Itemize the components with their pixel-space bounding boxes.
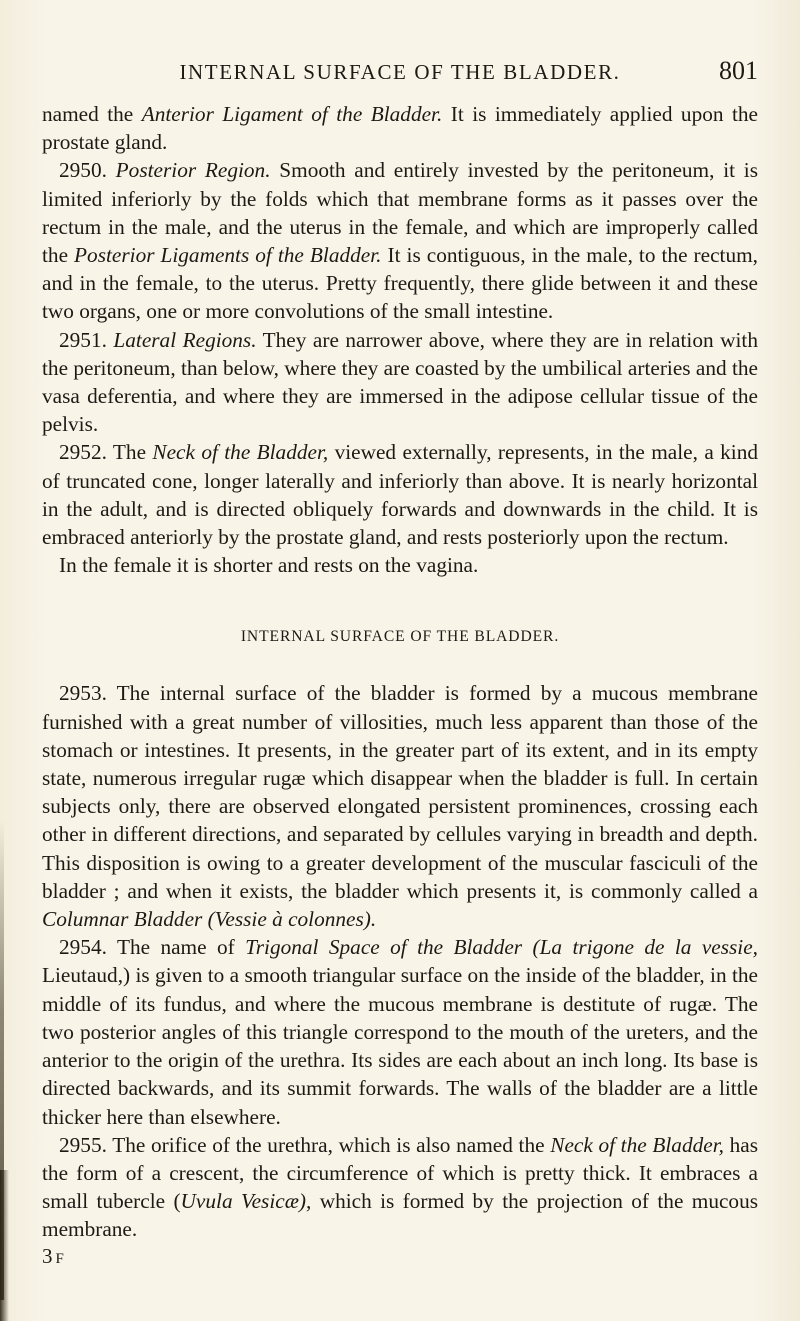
text: has the form of a crescent, the circumference of which is pretty thick. It embraces a small tubercle ( <box>42 1132 759 1214</box>
italic-term: Neck of the Bladder, <box>152 440 329 465</box>
text: It is contiguous, in the male, to the rectum, and in the female, to the uterus. Pretty frequently, there glide between it and these two organs, one or more convolutions of the small intestine. <box>42 243 758 324</box>
page-header <box>0 50 800 90</box>
italic-term: Neck of the Bladder, <box>550 1132 724 1157</box>
text: Lieutaud,) is given to a smooth triangular surface on the inside of the bladder, in the middle of its fundus, and where the mucous membrane is destitute of rugæ. The two posterior angles of this triangle correspond to the mouth of the ureters, and the anterior to the origin of the urethra. Its sides are each about an inch long. Its base is directed backwards, and its summit forwards. The walls of the bladder are a little thicker here than elsewhere. <box>42 963 758 1129</box>
text: They are narrower above, where they are in relation with the peritoneum, than below, where they are coasted by the umbilical arteries and the vasa deferentia, and where they are immersed in the adipose cellular tissue of the pelvis. <box>42 327 758 437</box>
paragraph-number: 2950. <box>59 158 116 183</box>
page-body <box>42 100 758 1271</box>
italic-term: Uvula Vesicæ), <box>180 1189 312 1214</box>
text: The <box>112 440 153 465</box>
italic-term: Posterior Ligaments of the Bladder. <box>74 243 382 268</box>
paragraph-2954 <box>42 933 758 1130</box>
paragraph-continued <box>42 100 758 156</box>
paragraph-2953 <box>42 679 758 933</box>
text: Smooth and entirely invested by the peritoneum, it is limited inferiorly by the folds which that membrane forms as it passes over the rectum in the male, and the uterus in the female, and which are improperly called the <box>42 158 758 268</box>
text: viewed externally, represents, in the male, a kind of truncated cone, longer laterally and inferiorly than above. It is nearly horizontal in the adult, and is directed obliquely forwards and downwards in the child. It is embraced anteriorly by the prostate gland, and rests posteriorly upon the rectum. <box>42 440 759 550</box>
italic-term: Columnar Bladder (Vessie à colonnes). <box>42 907 377 932</box>
italic-term: Trigonal Space of the Bladder (La trigone de la vessie, <box>245 935 759 960</box>
paragraph-number: 2952. <box>59 440 113 465</box>
section-heading: INTERNAL SURFACE OF THE BLADDER. <box>240 628 560 646</box>
signature-number: 3 <box>42 1243 53 1268</box>
text: It is immediately applied upon the prostate gland. <box>42 102 758 155</box>
text: which is formed by the projection of the mucous membrane. <box>42 1189 759 1242</box>
binding-shadow-edge <box>0 1170 9 1321</box>
paragraph-number: 2951. <box>59 327 114 352</box>
signature-mark <box>42 1244 758 1271</box>
paragraph-number: 2953. <box>59 681 117 706</box>
text: named the <box>42 102 142 126</box>
paragraph-2951 <box>42 326 758 439</box>
text: The name of <box>116 935 246 960</box>
paragraph-2950 <box>42 156 758 325</box>
text: The orifice of the urethra, which is also named the <box>112 1132 551 1157</box>
paragraph-2955 <box>42 1131 758 1244</box>
text: The internal surface of the bladder is formed by a mucous membrane furnished with a great number of villosities, much less apparent than those of the stomach or intestines. It presents, in the greater part of its extent, and in its empty state, numerous irregular rugæ which disappear when the bladder is full. In certain subjects only, there are observed elongated persistent prominences, crossing each other in different directions, and separated by cellules varying in breadth and depth. This disposition is owing to a greater development of the muscular fasciculi of the bladder ; and when it exists, the bladder which presents it, is commonly called a <box>42 681 758 903</box>
italic-term: Anterior Ligament of the Bladder. <box>141 102 443 126</box>
signature-letter: F <box>55 1250 64 1267</box>
italic-term: Posterior Region. <box>115 158 271 183</box>
italic-term: Lateral Regions. <box>113 327 257 352</box>
running-head: INTERNAL SURFACE OF THE BLADDER. <box>179 60 621 84</box>
page-number: 801 <box>719 56 758 85</box>
paragraph-number: 2955. <box>59 1132 113 1157</box>
paragraph-2952-female: In the female it is shorter and rests on the vagina. <box>59 553 479 578</box>
paragraph-2952 <box>42 438 758 551</box>
paragraph-number: 2954. <box>59 935 117 960</box>
